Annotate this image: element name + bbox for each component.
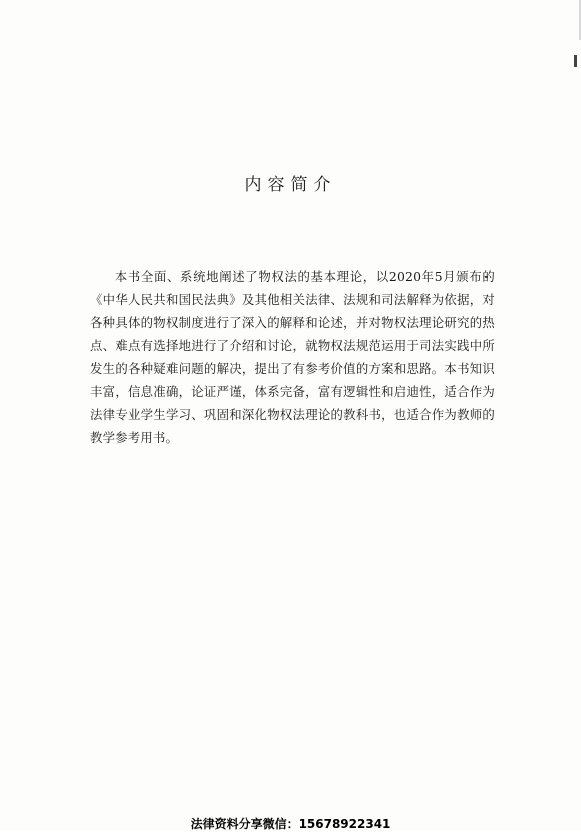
footer-note: 法律资料分享微信：15678922341 — [190, 817, 391, 831]
page-title: 内容简介 — [244, 175, 337, 195]
summary-paragraph: 本书全面、系统地阐述了物权法的基本理论，以2020年5月颁布的《中华人民共和国民法典》及其他相关法律、法规和司法解释为依据，对各种具体的物权制度进行了深入的解释和论述，并对物权法理论研究的热点、难点有选择地进行了介绍和讨论，就物权法规范运用于司法实践中所发生的各种疑难问题的解决，提出了有参考价值的方案和思路。本书知识丰富，信息准确，论证严谨，体系完备，富有逻辑性和启迪性，适合作为法律专业学生学习、巩固和深化物权法理论的教科书，也适合作为教师的教学参考用书。 — [90, 269, 495, 445]
scan-edge-mark — [574, 55, 577, 67]
